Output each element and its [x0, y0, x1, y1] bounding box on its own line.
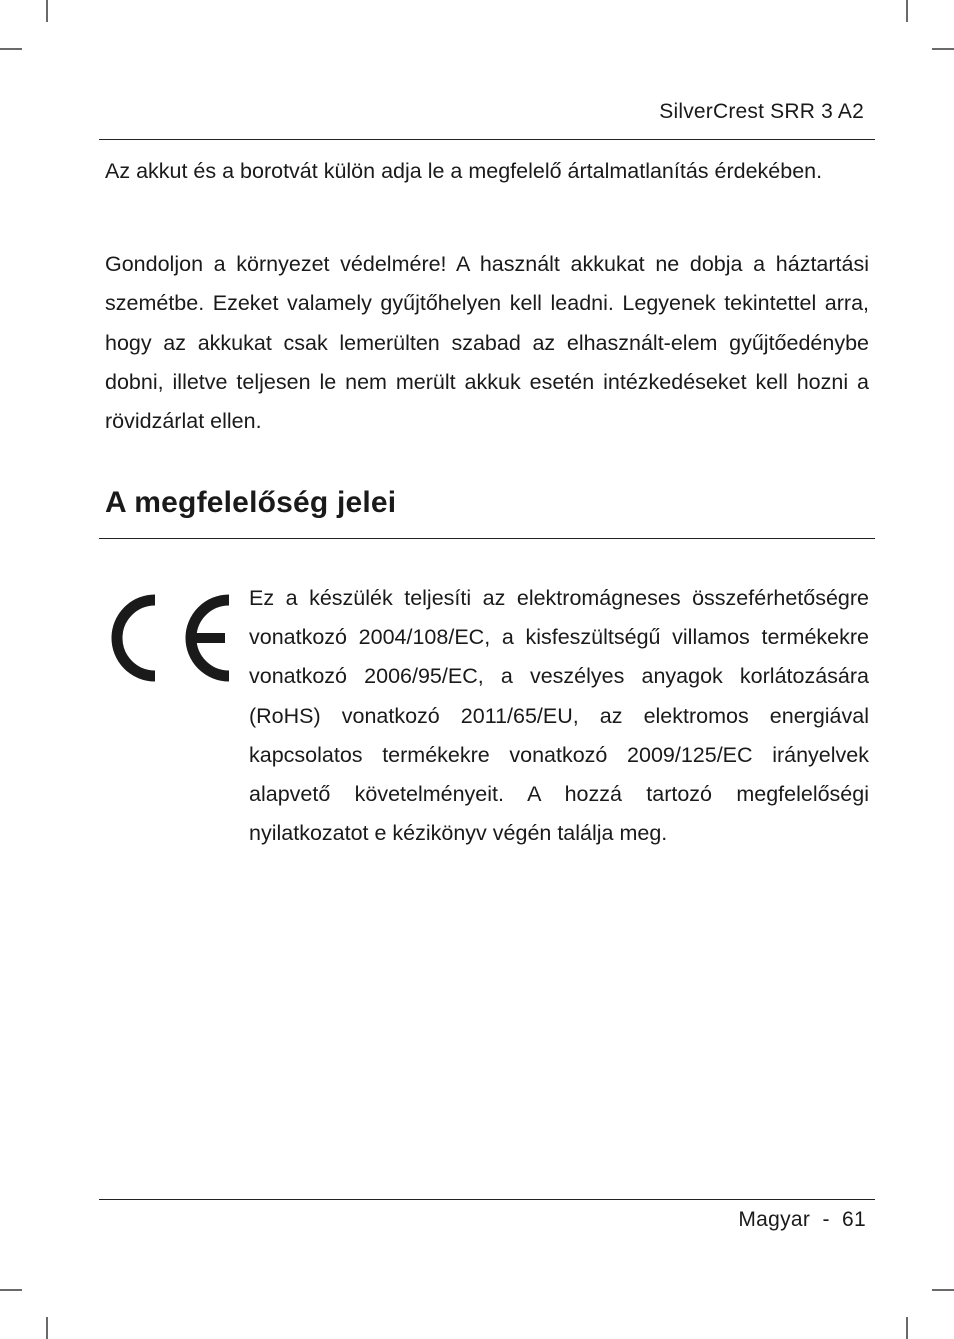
paragraph-environment: Gondoljon a környezet védelmére! A használt akkukat ne dobja a háztartási szemétbe. Ezeket valamely gyűjtőhelyen kell leadni. Legyenek tekintettel arra, hogy az akkukat csak lemerülten szabad az elhasznált-elem gyűjtőedénybe dobni, illetve teljesen le nem merült akkuk esetén intézkedéseket kell hozni a rövidzárlat ellen.: [105, 252, 869, 434]
crop-mark-bottom-right: [906, 1317, 908, 1339]
paragraph-disposal: Az akkut és a borotvát külön adja le a megfelelő ártalmatlanítás érdekében.: [105, 159, 823, 183]
page-footer: [738, 1208, 866, 1232]
crop-mark-top-right: [906, 0, 908, 22]
header-rule: [99, 139, 875, 140]
footer-language: Magyar: [738, 1208, 811, 1231]
crop-mark-right-top: [932, 48, 954, 50]
running-header: SilverCrest SRR 3 A2: [659, 100, 864, 123]
section-title: A megfelelőség jelei: [105, 486, 397, 519]
crop-mark-bottom-left: [46, 1317, 48, 1339]
ce-conformity-text: Ez a készülék teljesíti az elektromágneses összeférhetőségre vonatkozó 2004/108/EC, a kisfeszültségű villamos termékekre vonatkozó 2006/95/EC, a veszélyes anyagok korlátozására (RoHS) vonatkozó 2011/65/EU, az elektromos energiával kapcsolatos termékekre vonatkozó 2009/125/EC irányelvek alapvető követelményeit. A hozzá tartozó megfelelőségi nyilatkozatot e kézikönyv végén találja meg.: [249, 586, 869, 846]
section-rule: [99, 538, 875, 539]
crop-mark-left-bottom: [0, 1289, 22, 1291]
crop-mark-left-top: [0, 48, 22, 50]
page-number: 61: [842, 1208, 866, 1231]
ce-mark-icon: [109, 592, 235, 684]
footer-separator: -: [822, 1208, 830, 1231]
crop-mark-right-bottom: [932, 1289, 954, 1291]
crop-mark-top-left: [46, 0, 48, 22]
footer-rule: [99, 1199, 875, 1200]
